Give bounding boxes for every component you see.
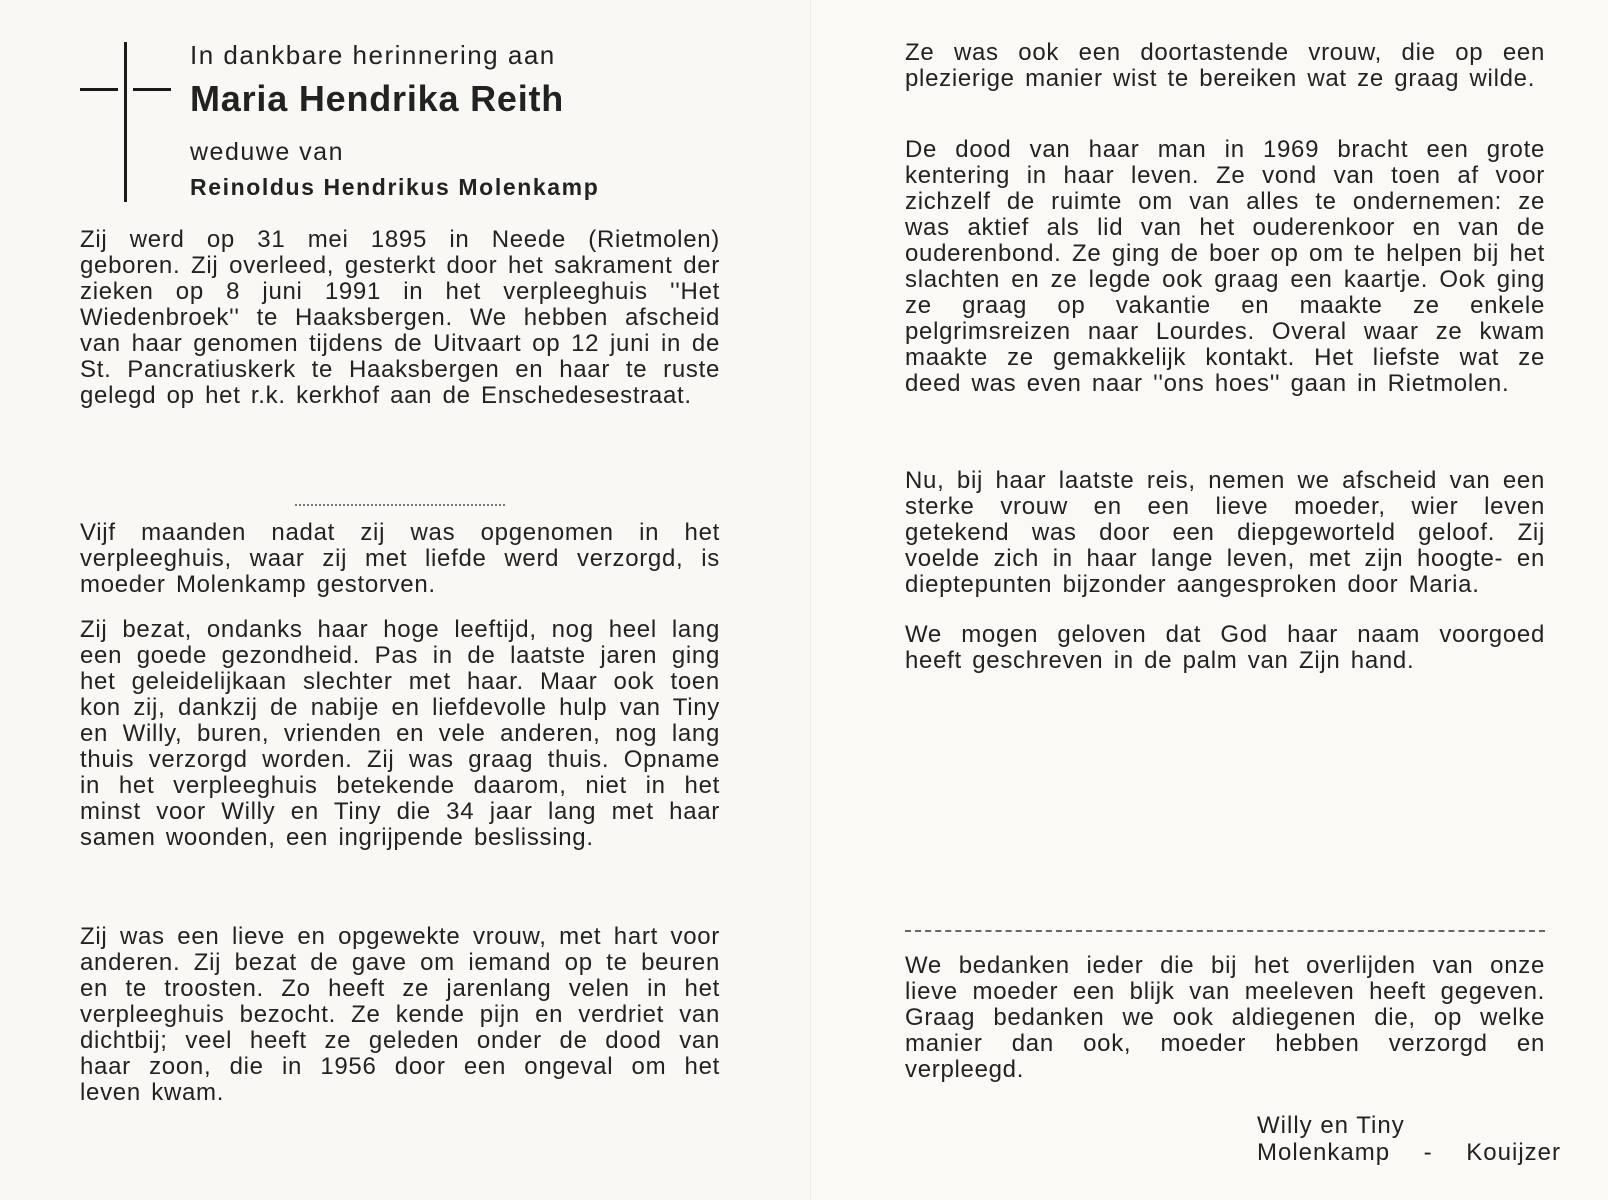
cross-arm-right xyxy=(133,88,171,91)
divider xyxy=(905,930,1545,932)
signature-surnames xyxy=(1257,1139,1561,1166)
cross-arm-left xyxy=(80,88,118,91)
health-paragraph: Zij bezat, ondanks haar hoge leeftijd, nog heel lang een goede gezondheid. Pas in de laatste jaren ging het geleidelijkaan slechter met haar. Maar ook toen kon zij, dankzij de nabije en liefdevolle hulp van Tiny en Willy, buren, vrienden en vele anderen, nog lang thuis verzorgd worden. Zij was graag thuis. Opname in het verpleeghuis betekende daarom, niet in het minst voor Willy en Tiny die 34 jaar lang met haar samen woonden, een ingrijpende beslissing. xyxy=(80,616,720,851)
signature xyxy=(1257,1112,1561,1166)
signature-maiden-name: Kouijzer xyxy=(1466,1139,1561,1166)
husband-name: Reinoldus Hendrikus Molenkamp xyxy=(190,174,600,200)
character-paragraph: Zij was een lieve en opgewekte vrouw, met hart voor anderen. Zij bezat de gave om iemand op te beuren en te troosten. Zo heeft ze jarenlang velen in het verpleeghuis bezocht. Ze kende pijn en verdriet van dichtbij; veel heeft ze geleden onder de dood van haar zoon, die in 1956 door een ongeval om het leven kwam. xyxy=(80,923,720,1106)
care-paragraph: Vijf maanden nadat zij was opgenomen in het verpleeghuis, waar zij met liefde werd verzorgd, is moeder Molenkamp gestorven. xyxy=(80,519,720,598)
later-life-paragraph: De dood van haar man in 1969 bracht een grote kentering in haar leven. Ze vond van toen af voor zichzelf de ruimte om van alles te ondernemen: ze was aktief als lid van het ouderenkoor en van de ouderenbond. Ze ging de boer op om te helpen bij het slachten en ze legde ook graag een kaartje. Ook ging ze graag op vakantie en maakte ze enkele pelgrimsreizen naar Lourdes. Overal waar ze kwam maakte ze gemakkelijk kontakt. Het liefste wat ze deed was even naar ''ons hoes'' gaan in Rietmolen. xyxy=(905,136,1545,397)
intro-line: In dankbare herinnering aan xyxy=(190,40,556,70)
farewell-paragraph: Nu, bij haar laatste reis, nemen we afscheid van een sterke vrouw en een lieve moeder, wier leven getekend was door een diepgeworteld geloof. Zij voelde zich in haar lange leven, met zijn hoogte- en dieptepunten bijzonder aangesproken door Maria. xyxy=(905,467,1545,598)
cross-icon xyxy=(124,42,127,202)
widow-of-line: weduwe van xyxy=(190,138,344,166)
signature-first-names: Willy en Tiny xyxy=(1257,1112,1405,1139)
faith-paragraph: We mogen geloven dat God haar naam voorgoed heeft geschreven in de palm van Zijn hand. xyxy=(905,621,1545,674)
thanks-paragraph: We bedanken ieder die bij het overlijden van onze lieve moeder een blijk van meeleven heeft gegeven. Graag bedanken we ook aldiegenen die, op welke manier dan ook, moeder hebben verzorgd en verpleegd. xyxy=(905,952,1545,1083)
birth-death-paragraph: Zij werd op 31 mei 1895 in Neede (Rietmolen) geboren. Zij overleed, gesterkt door het sakrament der zieken op 8 juni 1991 in het verpleeghuis ''Het Wiedenbroek'' te Haaksbergen. We hebben afscheid van haar genomen tijdens de Uitvaart op 12 juni in de St. Pancratiuskerk te Haaksbergen en haar te ruste gelegd op het r.k. kerkhof aan de Enschedesestraat. xyxy=(80,226,720,409)
signature-surname: Molenkamp xyxy=(1257,1139,1391,1166)
divider xyxy=(295,504,505,506)
signature-dash: - xyxy=(1423,1139,1433,1166)
right-page xyxy=(812,0,1608,1200)
deceased-name: Maria Hendrika Reith xyxy=(190,78,565,119)
determined-paragraph: Ze was ook een doortastende vrouw, die op een plezierige manier wist te bereiken wat ze graag wilde. xyxy=(905,39,1545,92)
